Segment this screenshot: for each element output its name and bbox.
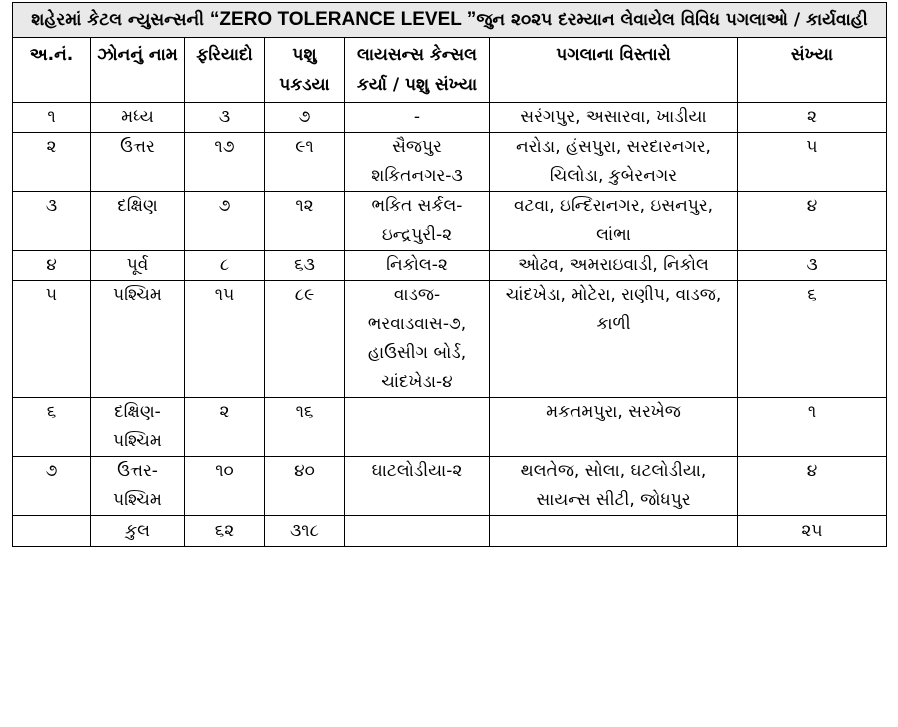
cell-cattle-caught: ૧૬: [265, 398, 345, 457]
cell-zone: પશ્ચિમ: [91, 281, 185, 398]
header-areas: પગલાના વિસ્તારો: [490, 38, 738, 103]
cell-zone: દક્ષિણ: [91, 192, 185, 251]
table-row: [13, 457, 887, 516]
total-count: ૨૫: [738, 516, 887, 547]
cell-count: ૪: [738, 457, 887, 516]
cell-complaints: ૨: [185, 398, 265, 457]
total-complaints: ૬૨: [185, 516, 265, 547]
header-zone: ઝોનનું નામ: [91, 38, 185, 103]
cell-complaints: ૧૫: [185, 281, 265, 398]
table-row: [13, 281, 887, 398]
title-suffix: જુન ૨૦૨૫ દરમ્યાન લેવાયેલ વિવિધ પગલાઓ / કાર્યવાહી: [476, 10, 868, 30]
header-serial: અ.નં.: [13, 38, 91, 103]
cell-count: ૫: [738, 133, 887, 192]
title-emphasis: “ZERO TOLERANCE LEVEL ”: [209, 9, 477, 30]
total-license-empty: [345, 516, 490, 547]
table-row: [13, 251, 887, 281]
cell-count: ૨: [738, 103, 887, 133]
cell-zone: મધ્ય: [91, 103, 185, 133]
cell-license-cancel: સૈજપુર શકિતનગર-૩: [345, 133, 490, 192]
cell-complaints: ૮: [185, 251, 265, 281]
table-row: [13, 192, 887, 251]
cell-serial: ૫: [13, 281, 91, 398]
cell-license-cancel: ઘાટલોડીયા-૨: [345, 457, 490, 516]
cell-count: ૬: [738, 281, 887, 398]
header-license-cancel: લાયસન્સ કેન્સલ કર્યા / પશુ સંખ્યા: [345, 38, 490, 103]
cell-count: ૩: [738, 251, 887, 281]
cell-complaints: ૧૦: [185, 457, 265, 516]
cell-zone: ઉત્તર: [91, 133, 185, 192]
cell-areas: સરંગપુર, અસારવા, ખાડીયા: [490, 103, 738, 133]
cell-complaints: ૧૭: [185, 133, 265, 192]
cell-cattle-caught: ૯૧: [265, 133, 345, 192]
table-row: [13, 133, 887, 192]
cell-serial: ૧: [13, 103, 91, 133]
cell-serial: ૭: [13, 457, 91, 516]
cell-areas: નરોડા, હંસપુરા, સરદારનગર, ચિલોડા, કુબેરનગર: [490, 133, 738, 192]
report-title: [13, 3, 887, 38]
cell-cattle-caught: ૧૨: [265, 192, 345, 251]
cell-serial-empty: [13, 516, 91, 547]
cell-complaints: ૭: [185, 192, 265, 251]
cell-license-cancel: નિકોલ-૨: [345, 251, 490, 281]
cell-serial: ૨: [13, 133, 91, 192]
cell-zone: દક્ષિણ- પશ્ચિમ: [91, 398, 185, 457]
header-row: [13, 38, 887, 103]
total-label: કુલ: [91, 516, 185, 547]
total-cattle-caught: ૩૧૮: [265, 516, 345, 547]
cell-count: ૪: [738, 192, 887, 251]
title-prefix: શહેરમાં કેટલ ન્યુસન્સની: [31, 10, 210, 30]
header-complaints: ફરિયાદો: [185, 38, 265, 103]
cell-cattle-caught: ૭: [265, 103, 345, 133]
title-row: [13, 3, 887, 38]
cell-license-cancel: ભકિત સર્કલ- ઇન્દ્રપુરી-૨: [345, 192, 490, 251]
zero-tolerance-table: [12, 2, 887, 547]
cell-serial: ૬: [13, 398, 91, 457]
header-count: સંખ્યા: [738, 38, 887, 103]
cell-zone: ઉત્તર- પશ્ચિમ: [91, 457, 185, 516]
header-cattle-caught: પશુ પકડયા: [265, 38, 345, 103]
cell-areas: મકતમપુરા, સરખેજ: [490, 398, 738, 457]
cell-serial: ૩: [13, 192, 91, 251]
cell-areas: ઓઢવ, અમરાઇવાડી, નિકોલ: [490, 251, 738, 281]
table-row: [13, 103, 887, 133]
total-row: [13, 516, 887, 547]
cell-areas: વટવા, ઇન્દિરાનગર, ઇસનપુર, લાંભા: [490, 192, 738, 251]
cell-areas: થલતેજ, સોલા, ઘટલોડીયા, સાયન્સ સીટી, જોધપુર: [490, 457, 738, 516]
cell-cattle-caught: ૮૯: [265, 281, 345, 398]
total-areas-empty: [490, 516, 738, 547]
cell-license-cancel: વાડજ- ભરવાડવાસ-૭, હાઉસીગ બોર્ડ, ચાંદખેડા-૪: [345, 281, 490, 398]
report-sheet: [12, 2, 886, 547]
cell-license-cancel: -: [345, 103, 490, 133]
cell-zone: પૂર્વ: [91, 251, 185, 281]
cell-license-cancel: [345, 398, 490, 457]
cell-cattle-caught: ૬૩: [265, 251, 345, 281]
cell-areas: ચાંદખેડા, મોટેરા, રાણીપ, વાડજ, કાળી: [490, 281, 738, 398]
cell-serial: ૪: [13, 251, 91, 281]
cell-complaints: ૩: [185, 103, 265, 133]
cell-count: ૧: [738, 398, 887, 457]
cell-cattle-caught: ૪૦: [265, 457, 345, 516]
table-row: [13, 398, 887, 457]
